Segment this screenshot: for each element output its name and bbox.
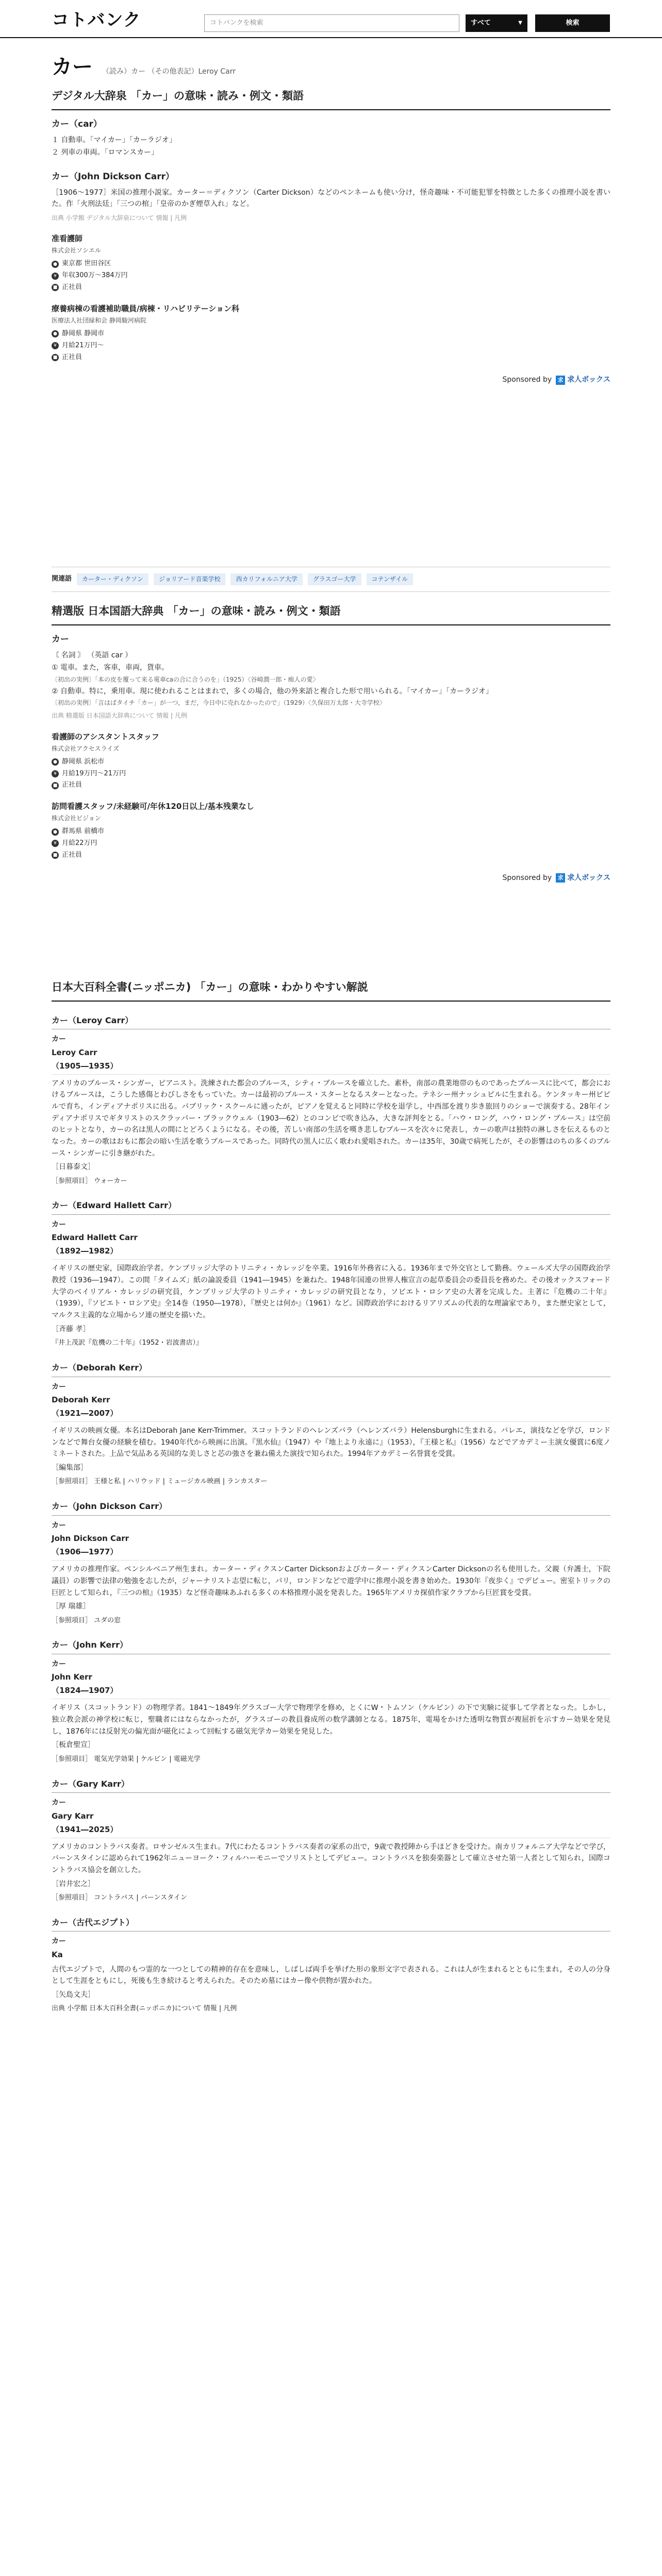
job-type: ■ 正社員 xyxy=(52,780,610,791)
job-type: ■ 正社員 xyxy=(52,850,610,861)
entry-years: （1921―2007） xyxy=(52,1407,610,1422)
briefcase-icon: ■ xyxy=(52,284,59,291)
encyclopedia-entry xyxy=(52,1199,610,1349)
entry-author: ［矢島文夫］ xyxy=(52,1991,95,1999)
job-company: 株式会社アクセスライズ xyxy=(52,744,120,752)
page-title: カー xyxy=(52,55,93,79)
page-reading: （読み）カー （その他表記）Leroy Carr xyxy=(102,67,236,76)
job-info xyxy=(52,826,610,860)
job-location: ● 静岡県 浜松市 xyxy=(52,757,610,768)
entry-heading: カー（古代エジプト） xyxy=(52,1916,610,1932)
entry-heading: カー（Deborah Kerr） xyxy=(52,1361,610,1377)
sponsor-label: Sponsored by xyxy=(502,376,552,384)
entry-text: イギリスの映画女優。本名はDeborah Jane Kerr-Trimmer。スコットランドのヘレンズバラ（ヘレンズバラ）Helensburghに生まれる。バレエ，演技などを学び，ロンドンなどで舞台女優の経験を積む。1940年代から映画に出演。『黒水仙』（1947）や『地上より永遠に』（1953），『王様と私』（1956）などでアカデミー主演女優賞に6度ノミネートされた。上品で気品ある英国的な美しさと芯の強さを兼ね備えた演技で知られた。1994年アカデミー名誉賞を受賞。 xyxy=(52,1426,610,1459)
job-company: 株式会社ビジョン xyxy=(52,815,101,822)
site-logo[interactable]: コトバンク xyxy=(52,10,141,30)
encyclopedia-entry xyxy=(52,1014,610,1187)
job-company: 株式会社ソシエル xyxy=(52,247,102,255)
job-info xyxy=(52,259,610,293)
entry-latin-name: Ka xyxy=(52,1950,63,1959)
entry-heading: カー（Edward Hallett Carr） xyxy=(52,1199,610,1215)
entry-refs[interactable]: ［参照項目］ ユダの窓 xyxy=(52,1616,121,1624)
box-icon: 求 xyxy=(556,376,565,385)
job-pay: ¥ 年収300万〜384万円 xyxy=(52,270,610,281)
job-location: ● 東京都 世田谷区 xyxy=(52,259,610,269)
entry-name: カー xyxy=(52,1937,66,1946)
entry-author: ［編集部］ xyxy=(52,1464,88,1472)
job-title[interactable]: 看護師のアシスタントスタッフ xyxy=(52,732,159,741)
entry-refs[interactable]: ［参照項目］ ウォーカー xyxy=(52,1177,127,1185)
term-heading: カー xyxy=(52,634,69,645)
page-title-row xyxy=(52,50,236,83)
entry-text: アメリカのコントラバス奏者。ロサンゼルス生まれ。7代にわたるコントラバス奏者の家系の出で，9歳で教授陣から手ほどきを受けた。南カリフォルニア大学などで学び，バーンスタインに認められて1962年ニューヨーク・フィルハーモニーでソリストとしてデビュー。コントラバスを独奏楽器として確立させた第一人者として知られ，国際コントラバス協会を創立した。 xyxy=(52,1842,610,1874)
chevron-down-icon: ▼ xyxy=(518,20,522,26)
daijisen-section xyxy=(52,88,610,386)
yen-icon: ¥ xyxy=(52,770,59,777)
definition-item: ２ 列車の車両。「ロマンスカー」 xyxy=(52,148,159,157)
definition-item: ① 電車。また，客車，車両，貨車。 xyxy=(52,664,169,672)
briefcase-icon: ■ xyxy=(52,782,59,789)
encyclopedia-entry xyxy=(52,1361,610,1487)
definition-item: ② 自動車。特に，乗用車。現に使われることはまれで，多くの場合，他の外来語と複合した形で用いられる。「マイカー」「カーラジオ」 xyxy=(52,687,493,696)
job-title[interactable]: 准看護師 xyxy=(52,234,83,244)
entry-author: ［岩井宏之］ xyxy=(52,1879,95,1888)
location-pin-icon: ● xyxy=(52,330,59,337)
term-heading: カー（John Dickson Carr） xyxy=(52,171,174,182)
search-button[interactable]: 検索 xyxy=(535,14,610,32)
job-pay: ¥ 月給22万円 xyxy=(52,838,610,849)
search-scope-label: すべて xyxy=(471,19,491,27)
entry-refs[interactable]: ［参照項目］ コントラバス | バーンスタイン xyxy=(52,1893,187,1902)
entry-name: カー xyxy=(52,1382,66,1391)
sponsor-line xyxy=(52,374,610,385)
yen-icon: ¥ xyxy=(52,342,59,349)
related-tag[interactable]: カーター・ディクソン xyxy=(77,573,148,585)
job-type: ■ 正社員 xyxy=(52,282,610,293)
entry-years: （1892―1982） xyxy=(52,1245,610,1260)
seisen-section xyxy=(52,603,610,884)
briefcase-icon: ■ xyxy=(52,354,59,361)
site-header xyxy=(0,0,662,38)
entry-years: （1941―2025） xyxy=(52,1823,610,1838)
encyclopedia-entry xyxy=(52,1777,610,1904)
entry-latin-name: Edward Hallett Carr xyxy=(52,1233,138,1243)
seisen-heading: 精選版 日本国語大辞典 「カー」の意味・読み・例文・類語 xyxy=(52,603,610,625)
entry-latin-name: John Kerr xyxy=(52,1672,92,1682)
entry-name: カー xyxy=(52,1521,66,1530)
job-title[interactable]: 療養病棟の看護補助職員/病棟・リハビリテーション科 xyxy=(52,303,240,313)
definition-item: １ 自動車。「マイカー」「カーラジオ」 xyxy=(52,135,176,144)
job-listing[interactable] xyxy=(52,232,610,293)
box-icon: 求 xyxy=(556,873,565,883)
example-quote: 〔初出の実例〕「本の皮を覆って来る電車caの合に合うのを」（1925）〈谷崎潤一郎・痴人の愛〉 xyxy=(52,675,319,683)
daijisen-heading: デジタル大辞泉 「カー」の意味・読み・例文・類語 xyxy=(52,88,610,110)
job-location: ● 静岡県 静岡市 xyxy=(52,329,610,340)
encyclopedia-entry xyxy=(52,1916,610,2015)
entry-text: 古代エジプトで，人間のもつ霊的な一つとしての精神的存在を意味し，しばしば両手を挙げた形の象形文字で表される。これは人が生まれるとともに生まれ，その人の分身として生涯をともにし，死後も生き続けると考えられた。そのため墓にはカー像や供物が置かれた。 xyxy=(52,1965,610,1986)
entry-heading: カー（Gary Karr） xyxy=(52,1777,610,1793)
entry-name: カー xyxy=(52,1035,66,1044)
entry-author: ［斉藤 孝］ xyxy=(52,1325,90,1333)
nipponica-section xyxy=(52,979,610,2014)
entry-name: カー xyxy=(52,1221,66,1229)
entry-heading: カー（John Kerr） xyxy=(52,1638,610,1654)
location-pin-icon: ● xyxy=(52,261,59,268)
job-type: ■ 正社員 xyxy=(52,352,610,363)
definition-list xyxy=(52,650,610,708)
term-heading: カー（car） xyxy=(52,118,102,129)
entry-name: カー xyxy=(52,1799,66,1807)
entry-heading: カー（John Dickson Carr） xyxy=(52,1500,610,1516)
entry-author: ［板倉聖宣］ xyxy=(52,1741,95,1750)
encyclopedia-entry xyxy=(52,1638,610,1765)
job-pay: ¥ 月給19万円〜21万円 xyxy=(52,769,610,779)
entry-years: （1905―1935） xyxy=(52,1060,610,1075)
entry-text: アメリカのブルース・シンガー，ピアニスト。洗練された都会のブルース，シティ・ブルースを確立した。素朴，南部の農業地帯のものであったブルースに比べて，都会におけるブルースは，こうした感傷とわびしさをもっていた。カーは最初のブルース・スターとなるスターとなった。テネシー州ナッシュビルに生まれる。ケンタッキー州ビビルで育ち，インディアナポリスに出る。パブリック・スクールに通ったが，ピアノを覚えると同時に学校を退学し，中西部を渡り歩き旅回りのショーで演奏する。28年インディアナポリスでギタリストのスクラッパー・ブラックウェル（1903―62）とのコンビで吹き込み，大きな評判をとる。「ハウ・ロング，ハウ・ロング・ブルース」は空前のヒットとなり，カーの名は黒人の間にとどろくようになる。その後，苦しい南部の生活を嘆き悲しむブルースを次々に発表し，カーの歌声は独特の淋しさを伝えるものとなった。カーの歌はおもに都会の暗い生活を歌うブルースであった。同時代の黒人に広く歌われ愛唱された。カーは35年，30歳で病死したが，その影響はのちの多くのブルース・シンガーに引き継がれた。 xyxy=(52,1079,610,1158)
job-info xyxy=(52,757,610,791)
pos-label: 〘 名詞 〙 （英語 car ） xyxy=(52,651,133,659)
definition-list xyxy=(52,134,610,159)
entry-refs[interactable]: 出典 小学館 日本大百科全書(ニッポニカ)について 情報 | 凡例 xyxy=(52,2005,237,2013)
entry-author: ［厚 瑞雄］ xyxy=(52,1602,90,1611)
related-terms xyxy=(52,567,610,592)
entry-text: アメリカの推理作家。ペンシルベニア州生まれ。カーター・ディクスンCarter Dicksonおよびカーター・ディクスンCarter Dicksonの名も使用した。父親（弁護士，下院議員）の影響で法律の勉強を志したが，ジャーナリスト志望に転じ，パリ，ロンドンなどで遊学中に推理小説を書き始めた。1930年『夜歩く』でデビュー。密室トリックの巨匠として知られ，『三つの棺』（1935）など怪奇趣味あふれる多くの本格推理小説を発表した。1965年アメリカ探偵作家クラブから巨匠賞を受賞。 xyxy=(52,1565,610,1597)
yen-icon: ¥ xyxy=(52,273,59,280)
nipponica-heading: 日本大百科全書(ニッポニカ) 「カー」の意味・わかりやすい解説 xyxy=(52,979,610,1002)
job-listing[interactable] xyxy=(52,731,610,791)
entry-refs[interactable]: 『井上茂訳『危機の二十年』（1952・岩波書店）』 xyxy=(52,1339,203,1347)
entry-latin-name: Deborah Kerr xyxy=(52,1395,110,1404)
entry-text: イギリスの歴史家，国際政治学者。ケンブリッジ大学のトリニティ・カレッジを卒業。1916年外務省に入る。1936年まで外交官として勤務。ウェールズ大学の国際政治学教授（1936―1947）。この間「タイムズ」紙の論説委員（1941―1945）を兼ねた。1948年国連の世界人権宣言の起草委員会の委員長を務めた。その後オックスフォード大学のベイリアル・カレッジの研究員，ケンブリッジ大学のトリニティ・カレッジの研究員となり，ソビエト・ロシア史の大著を完成した。主著に『危機の二十年』（1939），『ソビエト・ロシア史』全14巻（1950―1978），『歴史とは何か』（1961）など。国際政治学におけるリアリズムの代表的な理論家であり，また歴史家として，マルクス主義的な立場からソ連の歴史を描いた。 xyxy=(52,1264,610,1320)
sponsor-logo[interactable]: 求 求人ボックス xyxy=(556,374,610,385)
job-info xyxy=(52,329,610,363)
entry-refs[interactable]: ［参照項目］ 王様と私 | ハリウッド | ミュージカル映画 | ランカスター xyxy=(52,1478,268,1486)
job-company: 医療法人社団緑和会 静岡駿河病院 xyxy=(52,316,146,324)
job-title[interactable]: 訪問看護スタッフ/未経験可/年休120日以上/基本残業なし xyxy=(52,802,254,811)
encyclopedia-entry xyxy=(52,1500,610,1626)
job-location: ● 群馬県 前橋市 xyxy=(52,826,610,837)
job-pay: ¥ 月給21万円〜 xyxy=(52,341,610,351)
related-tag[interactable]: ジョリアード音楽学校 xyxy=(154,573,225,585)
entry-refs[interactable]: ［参照項目］ 電気光学効果 | ケルビン | 電磁光学 xyxy=(52,1755,201,1763)
related-tag[interactable]: グラスゴー大学 xyxy=(308,573,361,585)
sponsor-label: Sponsored by xyxy=(502,873,552,882)
entry-heading: カー（Leroy Carr） xyxy=(52,1014,610,1030)
location-pin-icon: ● xyxy=(52,758,59,766)
entry-name: カー xyxy=(52,1659,66,1668)
entry-latin-name: Gary Karr xyxy=(52,1811,94,1821)
related-tag[interactable]: コテンザイル xyxy=(367,573,413,585)
sponsor-logo[interactable]: 求 求人ボックス xyxy=(556,872,610,884)
related-label: 関連語 xyxy=(52,575,72,583)
example-quote: 〔初出の実例〕「言はばタイチ「カー」が一つ，まだ，今日中に売れなかったので」（1929）〈久保田万太郎・大寺学校〉 xyxy=(52,699,386,707)
location-pin-icon: ● xyxy=(52,828,59,836)
source-note[interactable]: 出典 小学館 デジタル大辞泉について 情報 | 凡例 xyxy=(52,214,187,222)
job-listing[interactable] xyxy=(52,800,610,861)
entry-text: イギリス（スコットランド）の物理学者。1841〜1849年グラスゴー大学で物理学を修め，とくにW・トムソン（ケルビン）の下で実験に従事して学者となった。しかし，独立教会派の神学校に転じ，聖職者にはならなかったが，グラスゴーの教員養成所の数学講師となる。1875年，電場をかけた透明な物質が複屈折を示すカー効果を発見し，1876年には反射光の偏光面が磁化によって回転する磁気光学カー効果を発見した。 xyxy=(52,1704,610,1736)
source-note[interactable]: 出典 精選版 日本国語大辞典について 情報 | 凡例 xyxy=(52,712,187,720)
related-tag[interactable]: 西カリフォルニア大学 xyxy=(230,573,302,585)
entry-years: （1824―1907） xyxy=(52,1684,610,1699)
entry-latin-name: Leroy Carr xyxy=(52,1047,97,1057)
sponsor-line xyxy=(52,872,610,884)
search-scope-select[interactable] xyxy=(466,14,527,32)
search-input[interactable]: コトバンクを検索 xyxy=(204,14,459,32)
entry-years: （1906―1977） xyxy=(52,1546,610,1561)
entry-author: ［日暮泰文］ xyxy=(52,1163,95,1172)
briefcase-icon: ■ xyxy=(52,852,59,859)
definition-text: ［1906〜1977］米国の推理小説家。カーター＝ディクソン（Carter Dickson）などのペンネームも使い分け，怪奇趣味・不可能犯罪を特徴とした多くの推理小説を書いた。作「火刑法廷」「三つの棺」「皇帝のかぎ煙草入れ」など。 xyxy=(52,188,610,209)
entry-latin-name: John Dickson Carr xyxy=(52,1534,129,1544)
job-listing[interactable] xyxy=(52,302,610,363)
yen-icon: ¥ xyxy=(52,840,59,847)
